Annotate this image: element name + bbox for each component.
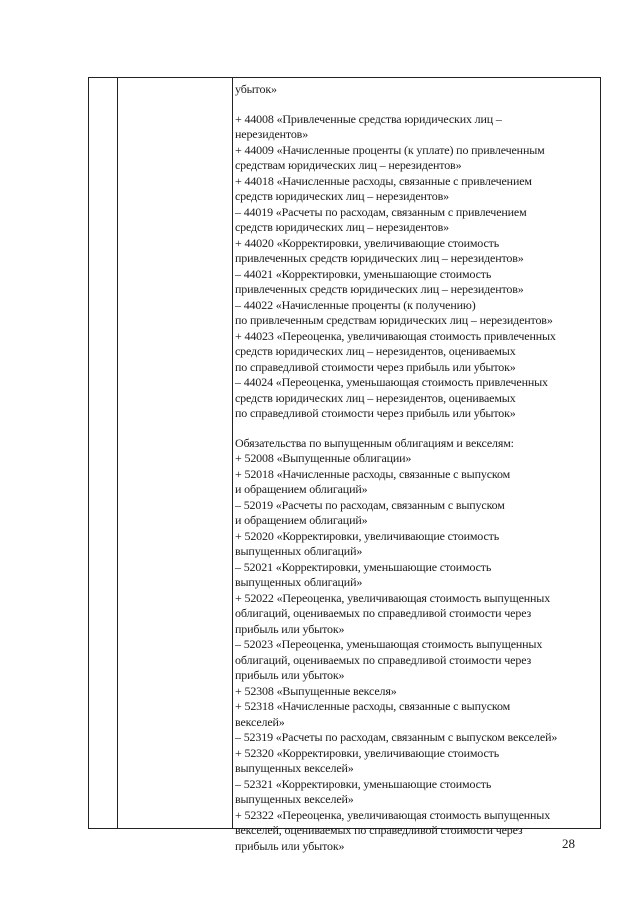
text-line: векселей»	[235, 714, 285, 729]
text-line: + 44018 «Начисленные расходы, связанные с привлечением	[235, 173, 532, 188]
text-line: – 52019 «Расчеты по расходам, связанным с выпуском	[235, 497, 505, 512]
text-line: и обращением облигаций»	[235, 513, 368, 527]
text-line: выпущенных векселей»	[235, 761, 354, 775]
text-line: – 52319 «Расчеты по расходам, связанным с выпуском векселей»	[235, 730, 558, 744]
text-line: нерезидентов»	[235, 127, 309, 141]
text-line: средств юридических лиц – нерезидентов»	[235, 189, 449, 203]
text-block-2	[235, 112, 601, 422]
text-line: – 44021 «Корректировки, уменьшающие стоимость	[235, 266, 492, 281]
text-line: Обязательства по выпущенным облигациям и векселям:	[235, 435, 514, 450]
text-line: выпущенных векселей»	[235, 792, 354, 806]
page-number: 28	[562, 836, 575, 851]
text-line: + 52022 «Переоценка, увеличивающая стоимость выпущенных	[235, 590, 551, 605]
text-line: средств юридических лиц – нерезидентов, оцениваемых	[235, 344, 516, 358]
text-line: – 44024 «Переоценка, уменьшающая стоимость привлеченных	[235, 375, 548, 389]
column-divider-2	[232, 78, 233, 828]
text-line: по привлеченным средствам юридических лиц – нерезидентов»	[235, 313, 553, 327]
text-line: + 52320 «Корректировки, увеличивающие стоимость	[235, 745, 500, 760]
text-line: – 44019 «Расчеты по расходам, связанным с привлечением	[235, 204, 527, 219]
text-line: + 52322 «Переоценка, увеличивающая стоимость выпущенных	[235, 807, 551, 822]
text-line: облигаций, оцениваемых по справедливой стоимости через	[235, 606, 532, 620]
text-block-1	[235, 82, 601, 98]
paragraph-gap	[235, 98, 601, 112]
text-line: – 52021 «Корректировки, уменьшающие стоимость	[235, 559, 492, 574]
text-line: + 44023 «Переоценка, увеличивающая стоимость привлеченных	[235, 328, 556, 343]
text-line: + 52318 «Начисленные расходы, связанные с выпуском	[235, 699, 511, 713]
text-line: + 52020 «Корректировки, увеличивающие стоимость	[235, 528, 500, 543]
text-line: – 52023 «Переоценка, уменьшающая стоимость выпущенных	[235, 637, 543, 651]
text-line: средств юридических лиц – нерезидентов»	[235, 220, 449, 234]
text-line: + 52308 «Выпущенные векселя»	[235, 683, 397, 698]
text-line: по справедливой стоимости через прибыль или убыток»	[235, 406, 516, 420]
text-line: и обращением облигаций»	[235, 482, 368, 496]
text-line: привлеченных средств юридических лиц – нерезидентов»	[235, 282, 524, 296]
text-line: прибыль или убыток»	[235, 621, 345, 636]
paragraph-gap	[235, 422, 601, 436]
text-line: прибыль или убыток»	[235, 668, 345, 682]
text-line: прибыль или убыток»	[235, 838, 345, 853]
text-line: по справедливой стоимости через прибыль или убыток»	[235, 359, 516, 374]
text-line: – 52321 «Корректировки, уменьшающие стоимость	[235, 776, 492, 791]
text-line: + 44020 «Корректировки, увеличивающие стоимость	[235, 235, 500, 250]
text-line: убыток»	[235, 82, 277, 96]
table-cell-content	[235, 82, 601, 854]
text-line: + 52008 «Выпущенные облигации»	[235, 451, 412, 465]
text-line: выпущенных облигаций»	[235, 544, 363, 558]
text-line: выпущенных облигаций»	[235, 575, 363, 589]
text-line: + 52018 «Начисленные расходы, связанные с выпуском	[235, 466, 511, 481]
column-divider-1	[117, 78, 118, 828]
text-line: средств юридических лиц – нерезидентов, оцениваемых	[235, 390, 516, 405]
text-line: + 44008 «Привлеченные средства юридических лиц –	[235, 111, 502, 126]
text-line: облигаций, оцениваемых по справедливой стоимости через	[235, 652, 532, 667]
text-line: + 44009 «Начисленные проценты (к уплате) по привлеченным	[235, 142, 545, 157]
text-line: привлеченных средств юридических лиц – нерезидентов»	[235, 251, 524, 265]
text-line: – 44022 «Начисленные проценты (к получению)	[235, 297, 476, 312]
text-line: средствам юридических лиц – нерезидентов»	[235, 158, 462, 172]
text-line: векселей, оцениваемых по справедливой стоимости через	[235, 823, 523, 837]
text-block-3	[235, 436, 601, 855]
